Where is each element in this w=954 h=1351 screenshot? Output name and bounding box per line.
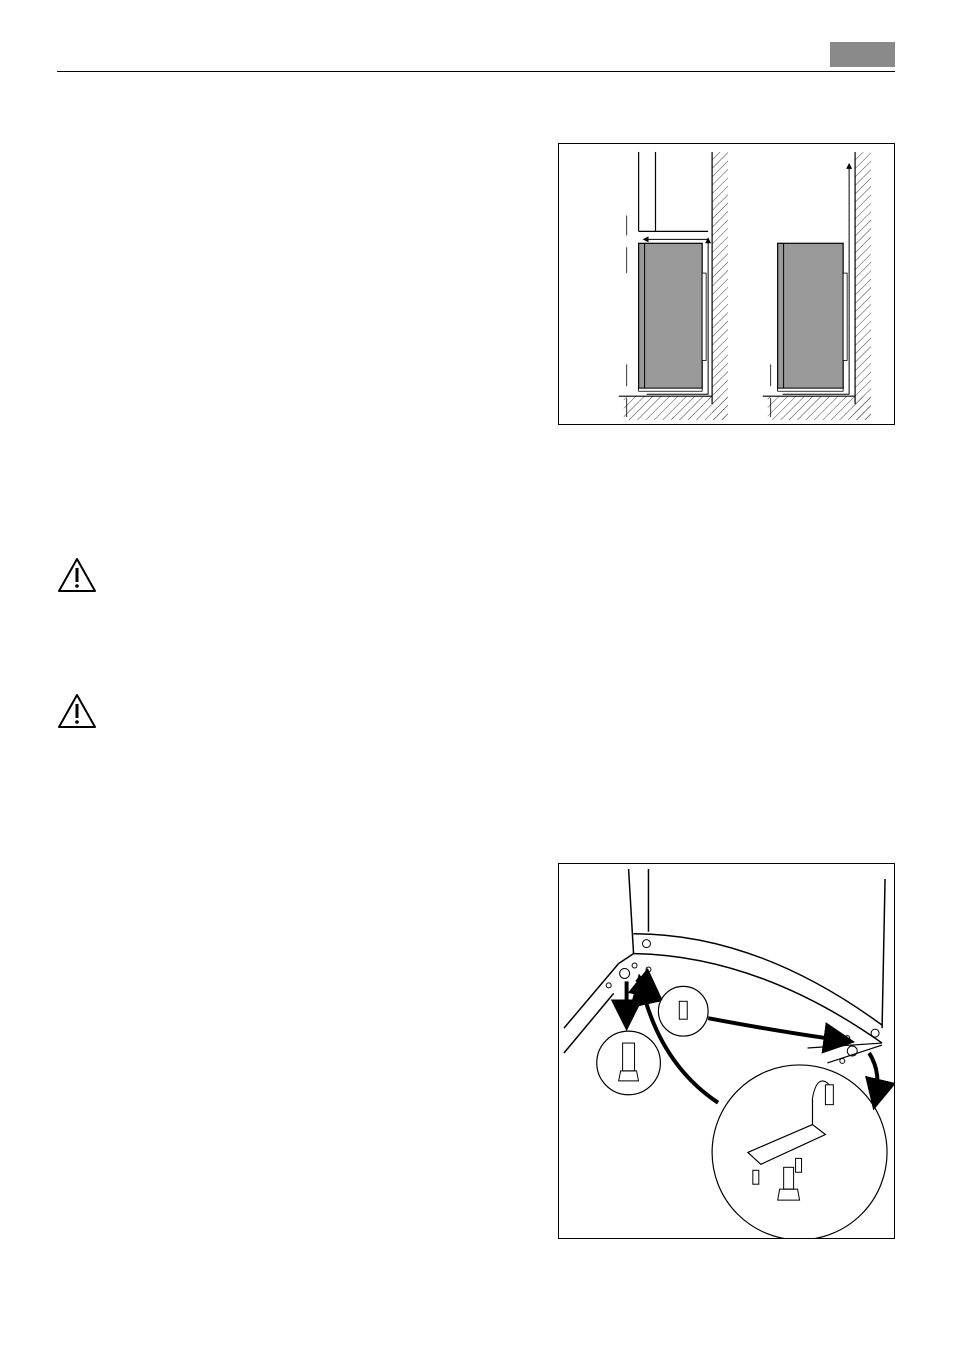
fridge-body-left xyxy=(639,243,703,388)
header-rule xyxy=(57,71,895,72)
language-tab xyxy=(830,42,895,67)
hinge-detail-circle xyxy=(712,1065,887,1238)
wall-hatch-right xyxy=(855,152,871,420)
screw-detail-circle xyxy=(658,986,708,1036)
warning-triangle-icon xyxy=(56,556,98,594)
wall-hatch-left xyxy=(712,152,728,420)
foot-detail-circle xyxy=(597,1031,661,1095)
warning-triangle-icon xyxy=(56,692,98,730)
floor-hatch-left xyxy=(624,396,728,420)
fridge-body-right xyxy=(778,243,844,388)
floor-hatch-right xyxy=(768,396,871,420)
door-reversal-diagram xyxy=(558,863,895,1239)
ventilation-illustration xyxy=(559,144,894,424)
ventilation-diagram xyxy=(558,143,895,425)
door-hinge-reversal-illustration xyxy=(559,864,894,1238)
